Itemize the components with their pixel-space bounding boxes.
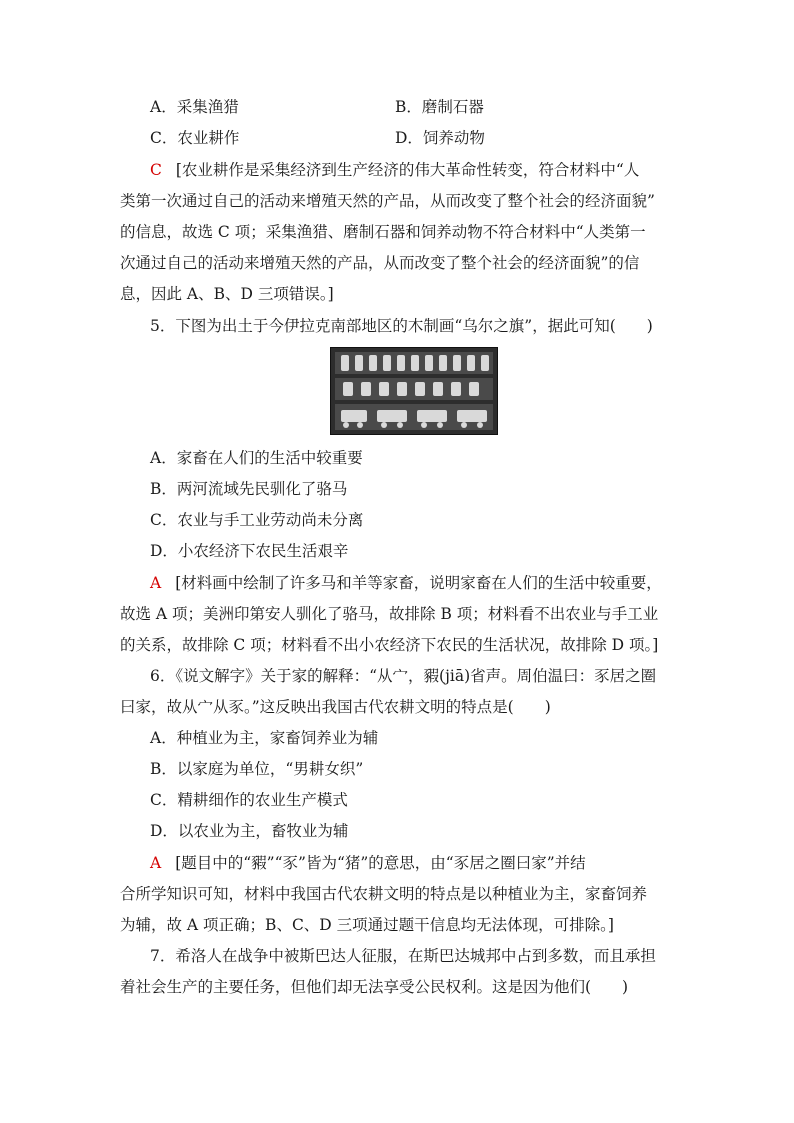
- figure-band-bottom: [335, 404, 493, 430]
- q4-explanation-line: 的信息，故选 C 项；采集渔猎、磨制石器和饲养动物不符合材料中“人类第一: [120, 223, 646, 241]
- q6-option-c: C．精耕细作的农业生产模式: [150, 791, 348, 809]
- q4-option-b: B．磨制石器: [395, 98, 484, 116]
- q5-explanation-line: A [材料画中绘制了许多马和羊等家畜，说明家畜在人们的生活中较重要，: [150, 574, 662, 592]
- q4-option-a: A．采集渔猎: [150, 98, 239, 116]
- q5-option-a: A．家畜在人们的生活中较重要: [150, 449, 363, 467]
- q5-answer: A: [150, 574, 162, 592]
- q5-explanation-line: 故选 A 项；美洲印第安人驯化了骆马，故排除 B 项；材料看不出农业与手工业: [120, 605, 659, 623]
- q6-option-d: D．以农业为主，畜牧业为辅: [150, 822, 349, 840]
- q6-option-b: B．以家庭为单位，“男耕女织”: [150, 760, 364, 778]
- q6-explanation-line: A [题目中的“豭”“豕”皆为“猪”的意思，由“豕居之圈曰家”并结: [150, 854, 586, 872]
- q6-stem-line: 曰家，故从宀从豕。”这反映出我国古代农耕文明的特点是( ): [120, 698, 551, 716]
- q7-stem-line: 着社会生产的主要任务，但他们却无法享受公民权利。这是因为他们( ): [120, 978, 629, 996]
- q5-stem: 5．下图为出土于今伊拉克南部地区的木制画“乌尔之旗”，据此可知( ): [150, 317, 653, 335]
- figure-band-middle: [335, 378, 493, 400]
- q4-explanation-line: 次通过自己的活动来增殖天然的产品，从而改变了整个社会的经济面貌”的信: [120, 254, 640, 272]
- q5-option-c: C．农业与手工业劳动尚未分离: [150, 511, 364, 529]
- q5-option-b: B．两河流域先民驯化了骆马: [150, 480, 348, 498]
- q4-explanation-line: 类第一次通过自己的活动来增殖天然的产品，从而改变了整个社会的经济面貌”: [120, 192, 655, 210]
- ur-standard-image: [330, 347, 498, 435]
- q4-option-d: D．饲养动物: [395, 129, 485, 147]
- q6-explanation-line: 为辅，故 A 项正确；B、C、D 三项通过题干信息均无法体现，可排除。]: [120, 916, 614, 934]
- q7-stem-line: 7．希洛人在战争中被斯巴达人征服，在斯巴达城邦中占到多数，而且承担: [150, 947, 656, 965]
- q4-option-c: C．农业耕作: [150, 129, 240, 147]
- q4-explanation-line: C [农业耕作是采集经济到生产经济的伟大革命性转变，符合材料中“人: [150, 161, 640, 179]
- q6-answer: A: [150, 854, 162, 872]
- q6-stem-line: 6．《说文解字》关于家的解释：“从宀，豭(jiā)省声。周伯温曰：豕居之圈: [150, 667, 657, 685]
- q5-explanation-line: 的关系，故排除 C 项；材料看不出小农经济下农民的生活状况，故排除 D 项。]: [120, 636, 659, 654]
- q6-option-a: A．种植业为主，家畜饲养业为辅: [150, 729, 379, 747]
- q6-explanation-line: 合所学知识可知，材料中我国古代农耕文明的特点是以种植业为主，家畜饲养: [120, 885, 648, 903]
- q4-explanation-line: 息，因此 A、B、D 三项错误。]: [120, 285, 334, 303]
- figure-band-top: [335, 352, 493, 374]
- q5-option-d: D．小农经济下农民生活艰辛: [150, 542, 349, 560]
- q4-answer: C: [150, 161, 162, 179]
